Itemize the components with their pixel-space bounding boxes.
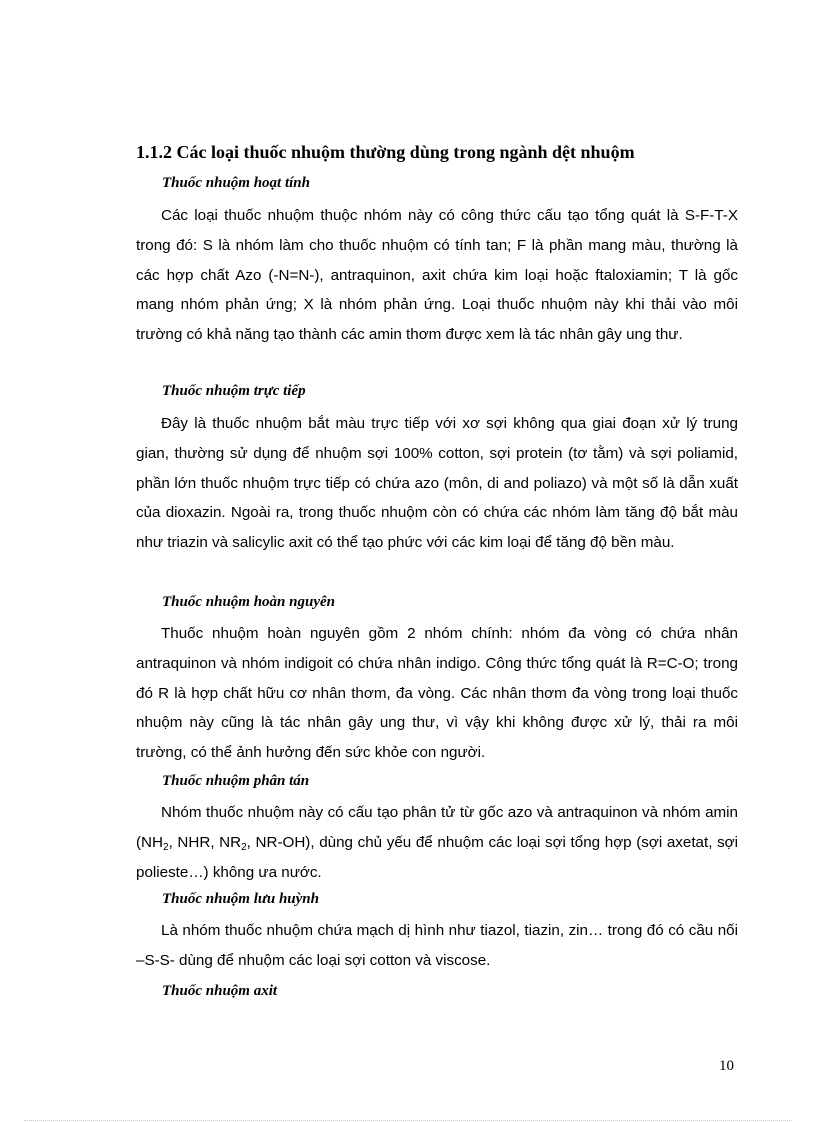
text-run: , NR-OH), dùng chủ yếu để nhuộm các loại sợi tổng hợp (sợi axetat, sợi polieste…) không ưa nước. [136,833,738,881]
subscript: 2 [163,841,169,853]
page-number: 10 [719,1058,734,1074]
subheading-direct-dyes: Thuốc nhuộm trực tiếp [162,383,306,399]
subheading-sulfur-dyes: Thuốc nhuộm lưu huỳnh [162,891,319,907]
paragraph-direct-dyes: Đây là thuốc nhuộm bắt màu trực tiếp với xơ sợi không qua giai đoạn xử lý trung gian, thường sử dụng để nhuộm sợi 100% cotton, sợi protein (tơ tằm) và sợi poliamid, phần lớn thuốc nhuộm trực tiếp có chứa azo (môn, di and poliazo) và một số là dẫn xuất của dioxazin. Ngoài ra, trong thuốc nhuộm còn có chứa các nhóm làm tăng độ bắt màu như triazin và salicylic axit có thể tạo phức với các kim loại để tăng độ bền màu. [136,415,738,552]
subscript: 2 [241,841,247,853]
paragraph-disperse-dyes [136,798,738,887]
subheading-vat-dyes: Thuốc nhuộm hoàn nguyên [162,594,335,610]
subheading-reactive-dyes: Thuốc nhuộm hoạt tính [162,175,310,191]
page-break-divider [24,1120,792,1121]
paragraph-sulfur-dyes: Là nhóm thuốc nhuộm chứa mạch dị hình như tiazol, tiazin, zin… trong đó có cầu nối –S-S- dùng để nhuộm các loại sợi cotton và viscose. [136,922,738,969]
text-run: Nhóm thuốc nhuộm này có cấu tạo phân tử từ gốc azo và antraquinon và nhóm amin (NH [136,804,738,851]
subheading-acid-dyes: Thuốc nhuộm axit [162,983,278,999]
paragraph-reactive-dyes: Các loại thuốc nhuộm thuộc nhóm này có công thức cấu tạo tổng quát là S-F-T-X trong đó: S là nhóm làm cho thuốc nhuộm có tính tan; F là phần mang màu, thường là các hợp chất Azo (-N=N-), antraquinon, axit chứa kim loại hoặc ftaloxiamin; T là gốc mang nhóm phản ứng; X là nhóm phản ứng. Loại thuốc nhuộm này khi thải vào môi trường có khả năng tạo thành các amin thơm được xem là tác nhân gây ung thư. [136,207,738,344]
section-heading: 1.1.2 Các loại thuốc nhuộm thường dùng trong ngành dệt nhuộm [136,142,635,162]
subheading-disperse-dyes: Thuốc nhuộm phân tán [162,773,310,789]
paragraph-vat-dyes: Thuốc nhuộm hoàn nguyên gồm 2 nhóm chính: nhóm đa vòng có chứa nhân antraquinon và nhóm indigoit có chứa nhân indigo. Công thức tổng quát là R=C-O; trong đó R là hợp chất hữu cơ nhân thơm, đa vòng. Các nhân thơm đa vòng trong loại thuốc nhuộm này cũng là tác nhân gây ung thư, vì vậy khi không được xử lý, thải ra môi trường, có thể ảnh hưởng đến sức khỏe con người. [136,625,738,762]
text-run: , NHR, NR [168,833,242,851]
